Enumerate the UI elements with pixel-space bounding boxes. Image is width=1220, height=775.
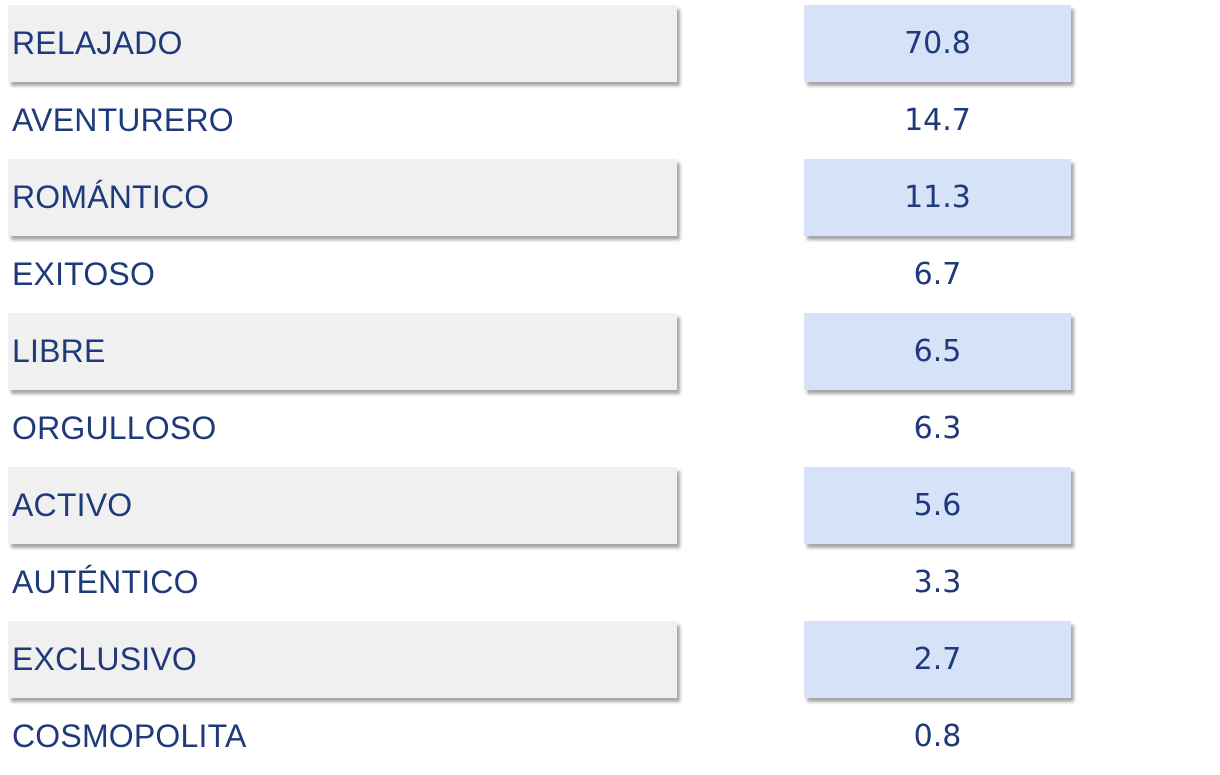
attribute-label: LIBRE [8, 313, 677, 390]
attribute-value: 70.8 [804, 5, 1071, 82]
table-row [0, 390, 1220, 467]
attribute-value: 6.5 [804, 313, 1071, 390]
attribute-label: EXCLUSIVO [8, 621, 677, 698]
table-row [0, 698, 1220, 775]
attribute-label: ORGULLOSO [12, 410, 217, 446]
table-row [0, 5, 1220, 82]
attribute-value: 11.3 [804, 159, 1071, 236]
attributes-table [0, 5, 1220, 775]
table-row [0, 544, 1220, 621]
attribute-label: ROMÁNTICO [8, 159, 677, 236]
attribute-label: COSMOPOLITA [12, 718, 247, 754]
attribute-value: 14.7 [904, 103, 971, 138]
attribute-label: RELAJADO [8, 5, 677, 82]
attribute-label: AVENTURERO [12, 102, 234, 138]
table-row [0, 82, 1220, 159]
attribute-value: 6.7 [913, 257, 962, 292]
table-row [0, 467, 1220, 544]
attribute-label: EXITOSO [12, 256, 156, 292]
attribute-label: ACTIVO [8, 467, 677, 544]
attribute-value: 5.6 [804, 467, 1071, 544]
attribute-value: 2.7 [804, 621, 1071, 698]
attribute-value: 0.8 [913, 719, 962, 754]
table-row [0, 313, 1220, 390]
table-row [0, 236, 1220, 313]
table-row [0, 159, 1220, 236]
table-row [0, 621, 1220, 698]
attribute-label: AUTÉNTICO [12, 564, 199, 600]
attribute-value: 6.3 [913, 411, 962, 446]
attribute-value: 3.3 [913, 565, 962, 600]
